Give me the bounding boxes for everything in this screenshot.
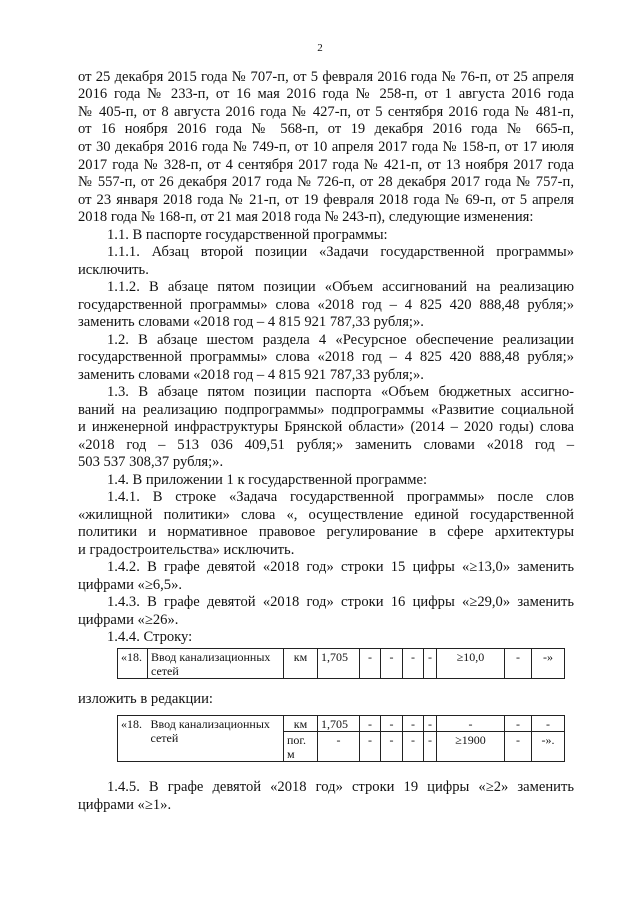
text-line: 2017 года № 328-п, от 4 сентября 2017 года № 421-п, от 13 ноября 2017 года [78,157,574,173]
new-row-table [117,715,565,762]
text-line: от 25 декабря 2015 года № 707-п, от 5 февраля 2016 года № 76-п, от 25 апреля [78,69,574,85]
text-line: цифрами «≥26». [78,612,179,628]
text-line: № 557-п, от 26 декабря 2017 года № 726-п, от 28 декабря 2017 года № 757-п, [78,174,574,190]
unit-cell: км [284,716,318,732]
value-cell: - [505,649,532,679]
page-number: 2 [317,42,323,54]
value-cell: - [381,716,403,732]
text-line: 503 537 308,37 рубля;». [78,454,224,470]
text-line: 1.4.1. В строке «Задача государственной программы» после слов [107,489,574,505]
indicator-name: Ввод канализационных сетей [148,649,284,679]
value-cell: -» [532,649,565,679]
indicator-name: Ввод канализационных сетей [148,716,284,762]
value-cell-2018: ≥1900 [437,732,505,762]
value-cell: - [424,732,437,762]
text-line: 2018 года № 168-п, от 21 мая 2018 года № 243-п), следующие изменения: [78,209,534,225]
value-cell: - [424,716,437,732]
text-line: от 16 ноября 2016 года № 568-п, от 19 декабря 2016 года № 665-п, [78,121,574,137]
value-cell: - [505,732,532,762]
table-row [118,649,565,679]
text-line: ваний на реализацию подпрограммы» подпрограммы «Развитие социальной [78,402,574,418]
row-number: «18. [118,716,148,762]
value-cell: - [505,716,532,732]
text-line: «2018 год – 513 036 409,51 рубля;» заменить словами «2018 год – [78,437,574,453]
text-line: № 405-п, от 8 августа 2016 года № 427-п, от 5 сентября 2016 года № 481-п, [78,104,574,120]
text-line: изложить в редакции: [78,691,213,707]
value-cell: - [360,649,381,679]
text-line: 1.4.2. В графе девятой «2018 год» строки 15 цифры «≥13,0» заменить [107,559,574,575]
text-line: исключить. [78,262,149,278]
text-line: 1.2. В абзаце шестом раздела 4 «Ресурсное обеспечение реализации [107,332,574,348]
text-line: государственной программы» слова «2018 год – 4 825 420 888,48 рубля;» [78,349,574,365]
value-cell: - [532,716,565,732]
text-line: 2016 года № 233-п, от 16 мая 2016 года № 258-п, от 1 августа 2016 года [78,86,574,102]
value-cell-2018: - [437,716,505,732]
value-cell: - [318,732,360,762]
value-cell: 1,705 [318,649,360,679]
value-cell-2018: ≥10,0 [437,649,505,679]
text-line: 1.4.5. В графе девятой «2018 год» строки 19 цифры «≥2» заменить [107,779,574,795]
text-line: 1.3. В абзаце пятом позиции паспорта «Объем бюджетных ассигно- [107,384,574,400]
value-cell: - [381,732,403,762]
value-cell: - [360,716,381,732]
text-line: и градостроительства» исключить. [78,542,295,558]
value-cell: - [360,732,381,762]
value-cell: - [403,732,424,762]
text-line: 1.1.1. Абзац второй позиции «Задачи государственной программы» [107,244,574,260]
text-line: от 30 декабря 2016 года № 749-п, от 10 апреля 2017 года № 158-п, от 17 июля [78,139,574,155]
value-cell: - [381,649,403,679]
value-cell: 1,705 [318,716,360,732]
value-cell: - [403,716,424,732]
text-line: цифрами «≥6,5». [78,577,183,593]
text-line: политики и нормативное правовое регулирование в сфере архитектуры [78,524,574,540]
text-line: от 23 января 2018 года № 21-п, от 19 февраля 2018 года № 69-п, от 5 апреля [78,192,574,208]
text-line: государственной программы» слова «2018 год – 4 825 420 888,48 рубля;» [78,297,574,313]
text-line: 1.4.3. В графе девятой «2018 год» строки 16 цифры «≥29,0» заменить [107,594,574,610]
unit-cell: км [284,649,318,679]
text-line: «жилищной политики» слова «, осуществление единой государственной [78,507,574,523]
text-line: 1.1. В паспорте государственной программы: [107,227,388,243]
text-line: заменить словами «2018 год – 4 815 921 787,33 рубля;». [78,367,424,383]
value-cell: - [403,649,424,679]
text-line: цифрами «≥1». [78,797,172,813]
text-line: и инженерной инфраструктуры Брянской области» (2014 – 2020 годы) слова [78,419,574,435]
text-line: 1.4.4. Строку: [107,629,193,645]
text-line: 1.4. В приложении 1 к государственной программе: [107,472,428,488]
table-row [118,716,565,732]
text-line: заменить словами «2018 год – 4 815 921 787,33 рубля;». [78,314,424,330]
unit-cell: пог. м [284,732,318,762]
value-cell: - [424,649,437,679]
text-line: 1.1.2. В абзаце пятом позиции «Объем ассигнований на реализацию [107,279,574,295]
value-cell: -». [532,732,565,762]
old-row-table [117,648,565,679]
row-number: «18. [118,649,148,679]
